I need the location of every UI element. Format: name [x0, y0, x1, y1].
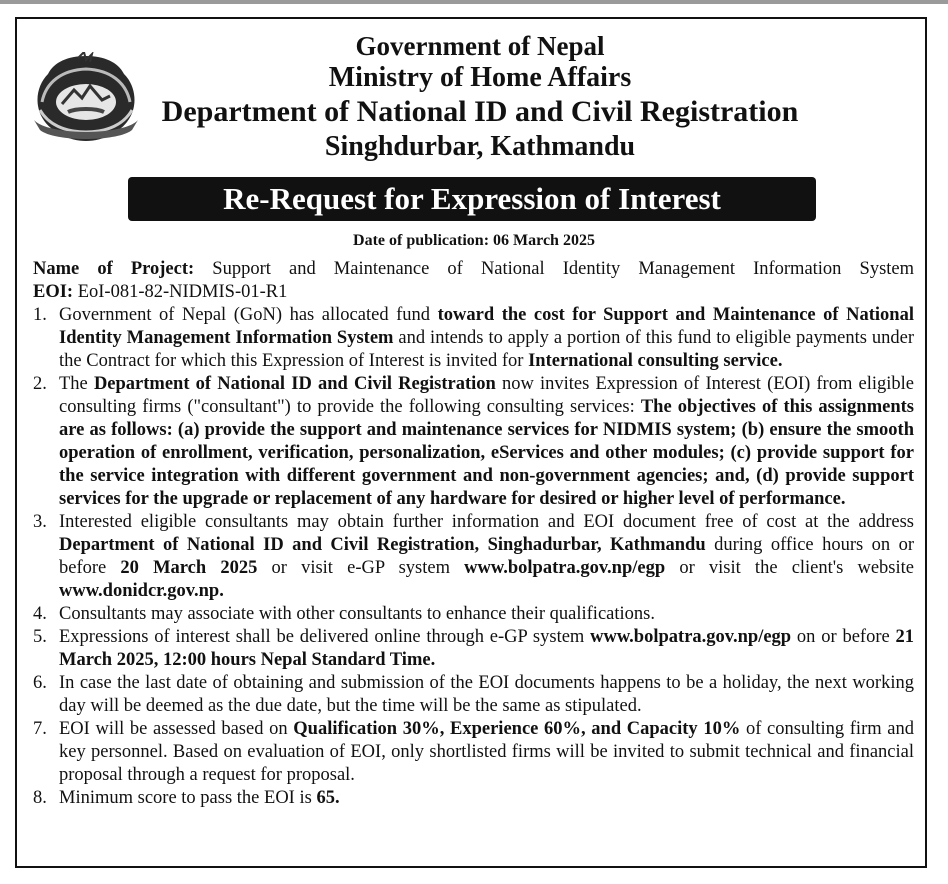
clause-item	[33, 511, 914, 603]
letterhead	[150, 30, 810, 164]
clause-text: Consultants may associate with other consultants to enhance their qualifications.	[59, 604, 655, 624]
clause-text: Department of National ID and Civil Registration	[93, 374, 496, 394]
clause-text: toward the cost for Support and Maintenance of National Identity Management Information System	[59, 305, 914, 348]
top-rule	[0, 0, 948, 4]
clause-number: 8.	[33, 788, 47, 808]
project-name: Support and Maintenance of National Identity Management Information System	[212, 259, 915, 279]
clause-number: 5.	[33, 627, 47, 647]
clause-text: The	[59, 374, 94, 394]
nepal-emblem-icon	[28, 52, 144, 144]
clause-number: 2.	[33, 374, 47, 394]
clause-text: EOI will be assessed based on	[59, 719, 294, 739]
clause-text: 21 March 2025, 12:00 hours Nepal Standard Time.	[59, 627, 915, 670]
eoi-label: EOI:	[33, 282, 74, 302]
project-line	[33, 258, 914, 281]
government-name: Government of Nepal	[355, 31, 605, 61]
clause-text: In case the last date of obtaining and submission of the EOI documents happens to be a holiday, the next working day will be deemed as the due date, but the time will be the same as stipulated.	[59, 673, 914, 716]
clause-text: 20 March 2025	[120, 558, 258, 578]
clause-text: of consulting firm and key personnel. Based on evaluation of EOI, only shortlisted firms will be invited to submit technical and financial proposal through a request for proposal.	[59, 719, 914, 785]
clause-text: Minimum score to pass the EOI is	[59, 788, 317, 808]
clause-number: 6.	[33, 673, 47, 693]
publication-date: Date of publication: 06 March 2025	[353, 232, 595, 249]
clause-text: The objectives of this assignments are as follows: (a) provide the support and maintenance services for NIDMIS system; (b) ensure the smooth operation of enrollment, verification, personalization, eServices and other modules; (c) provide support for the service integration with different government and non-government agencies; and, (d) provide support services for the upgrade or replacement of any hardware for desired or higher level of performance.	[59, 397, 914, 509]
clause-item	[33, 718, 914, 787]
clause-text: on or before	[791, 627, 896, 647]
clause-item	[33, 787, 914, 810]
eoi-clauses	[33, 304, 914, 810]
clause-text: Expressions of interest shall be delivered online through e-GP system	[59, 627, 591, 647]
ministry-name: Ministry of Home Affairs	[328, 62, 632, 93]
clause-item	[33, 672, 914, 718]
clause-text: www.donidcr.gov.np.	[59, 581, 224, 601]
clause-text: now invites Expression of Interest (EOI) from eligible consulting firms ("consultant") to provide the following consulting services:	[59, 374, 915, 417]
notice-body	[33, 258, 914, 810]
clause-number: 7.	[33, 719, 47, 739]
eoi-number: EoI-081-82-NIDMIS-01-R1	[77, 282, 288, 302]
clause-number: 1.	[33, 305, 47, 325]
clause-text: during office hours on or before	[59, 535, 914, 578]
clause-number: 4.	[33, 604, 47, 624]
clause-text: Interested eligible consultants may obtain further information and EOI document free of cost at the address	[59, 512, 914, 532]
clause-text: International consulting service.	[528, 351, 783, 371]
clause-item	[33, 603, 914, 626]
clause-text: Department of National ID and Civil Registration, Singhadurbar, Kathmandu	[59, 535, 706, 555]
clause-text: or visit e-GP system	[257, 558, 465, 578]
clause-text: Government of Nepal (GoN) has allocated fund	[59, 305, 438, 325]
clause-item	[33, 373, 914, 511]
clause-text: 65.	[316, 788, 340, 808]
clause-text: or visit the client's website	[665, 558, 914, 578]
clause-item	[33, 304, 914, 373]
clause-text: and intends to apply a portion of this fund to eligible payments under the Contract for which this Expression of Interest is invited for	[59, 328, 914, 371]
clause-text: www.bolpatra.gov.np/egp	[464, 558, 666, 578]
notice-title-banner: Re-Request for Expression of Interest	[128, 177, 816, 221]
department-name: Department of National ID and Civil Registration	[161, 95, 799, 128]
office-location: Singhdurbar, Kathmandu	[324, 131, 636, 162]
clause-item	[33, 626, 914, 672]
clause-text: www.bolpatra.gov.np/egp	[590, 627, 792, 647]
clause-number: 3.	[33, 512, 47, 532]
clause-text: Qualification 30%, Experience 60%, and Capacity 10%	[293, 719, 741, 739]
project-label: Name of Project:	[33, 259, 195, 279]
eoi-line	[33, 281, 914, 304]
